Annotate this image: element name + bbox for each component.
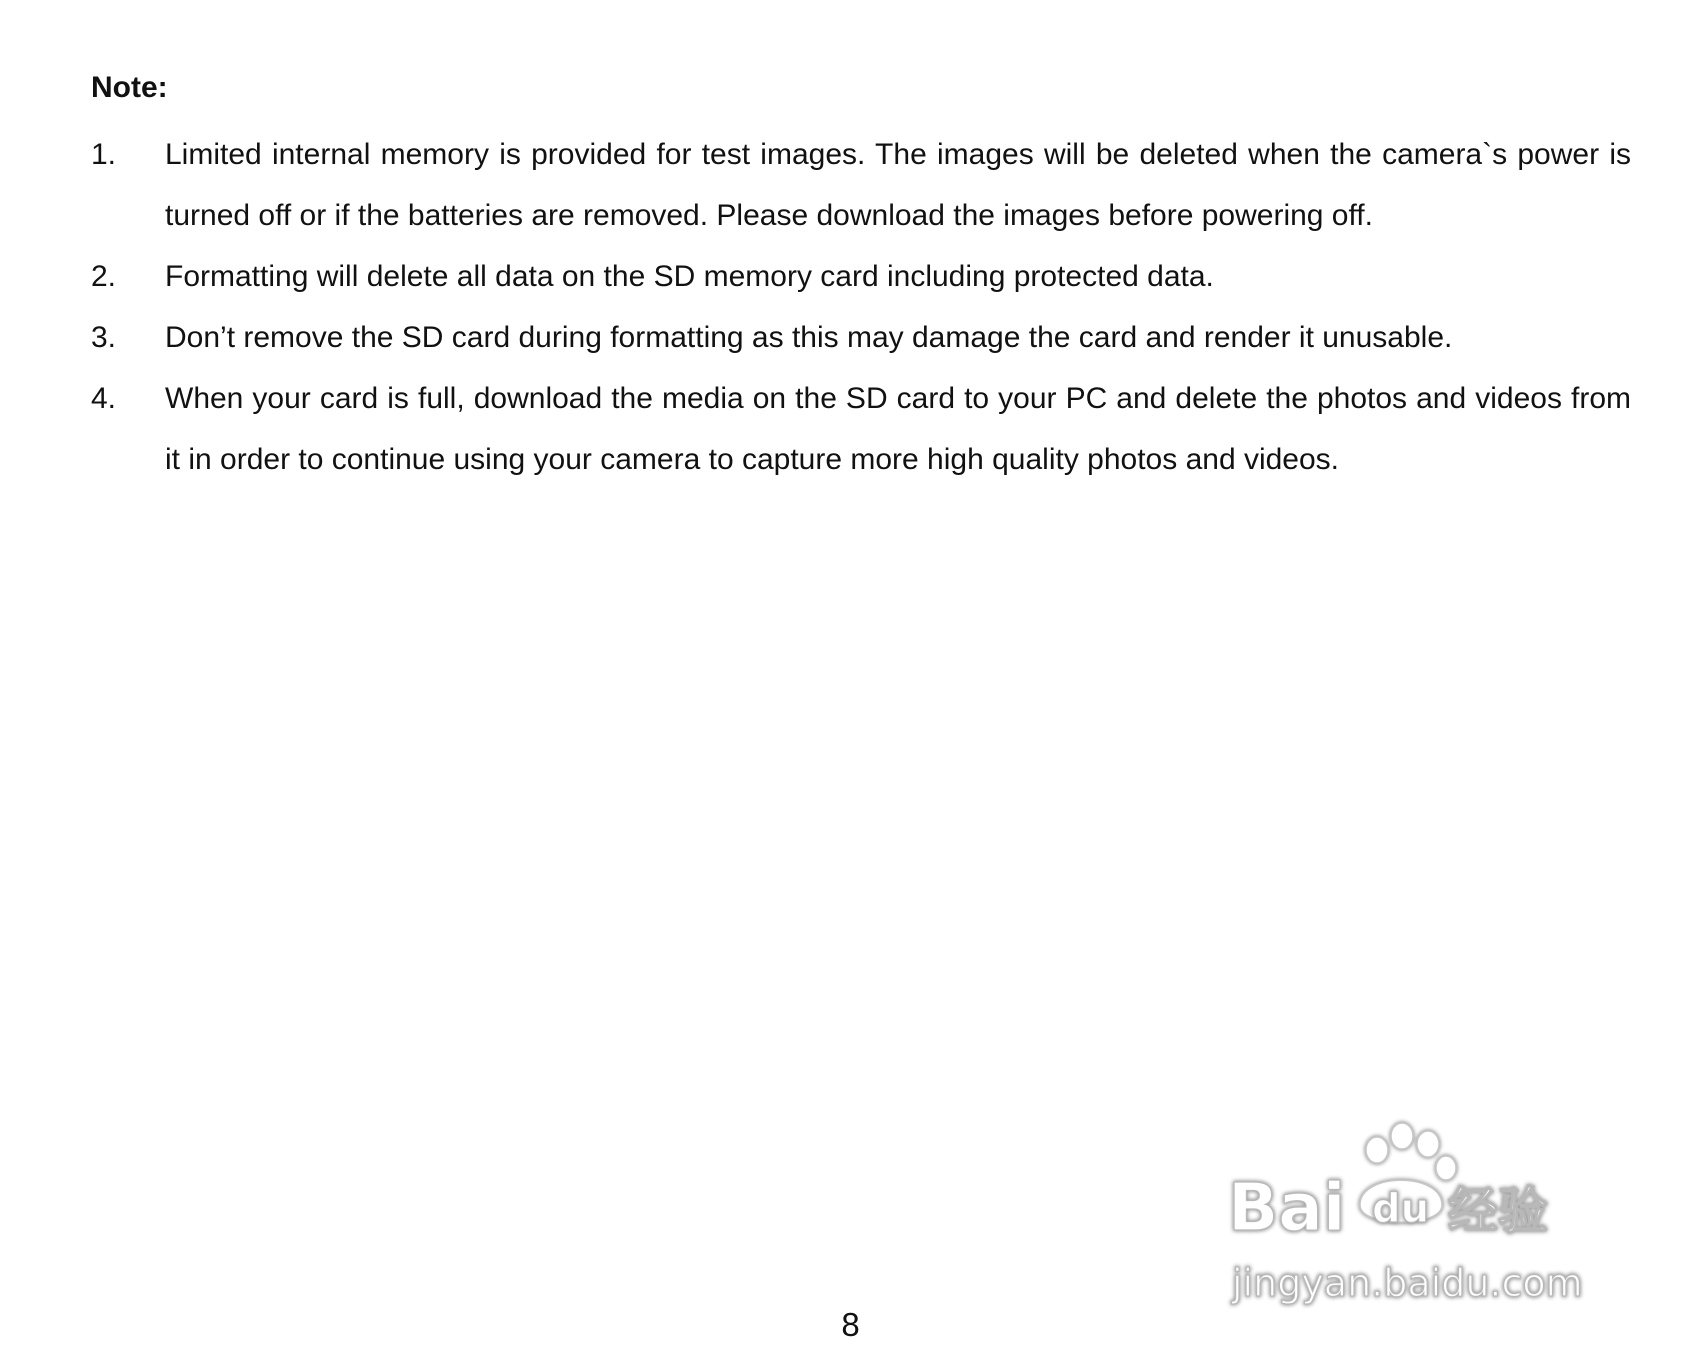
svg-text:经验: 经验: [1448, 1182, 1548, 1240]
note-heading: Note:: [91, 71, 168, 104]
note-item-text: Limited internal memory is provided for test images. The images will be deleted when the camera`s power is turned off or if the batteries are removed. Please download the images before powering off.: [165, 138, 1631, 232]
note-item: [91, 246, 1631, 307]
svg-text:Bai: Bai: [1228, 1169, 1346, 1246]
note-item-number: 3.: [91, 321, 117, 354]
baidu-watermark-logo: [1210, 1110, 1620, 1310]
page-number: 8: [841, 1306, 860, 1343]
note-item: [91, 368, 1631, 490]
svg-text:du: du: [1372, 1186, 1430, 1232]
note-item: [91, 124, 1631, 246]
note-item-text: Formatting will delete all data on the SD memory card including protected data.: [165, 260, 1214, 293]
note-list: [91, 124, 1631, 490]
note-item-text: Don’t remove the SD card during formatting as this may damage the card and render it unusable.: [165, 321, 1453, 354]
note-item-number: 2.: [91, 260, 117, 293]
note-item-number: 4.: [91, 382, 117, 415]
svg-text:jingyan.baidu.com: jingyan.baidu.com: [1232, 1261, 1583, 1305]
note-item-number: 1.: [91, 138, 117, 171]
note-item-text: When your card is full, download the media on the SD card to your PC and delete the photos and videos from it in order to continue using your camera to capture more high quality photos and videos.: [165, 382, 1631, 476]
note-item: [91, 307, 1631, 368]
